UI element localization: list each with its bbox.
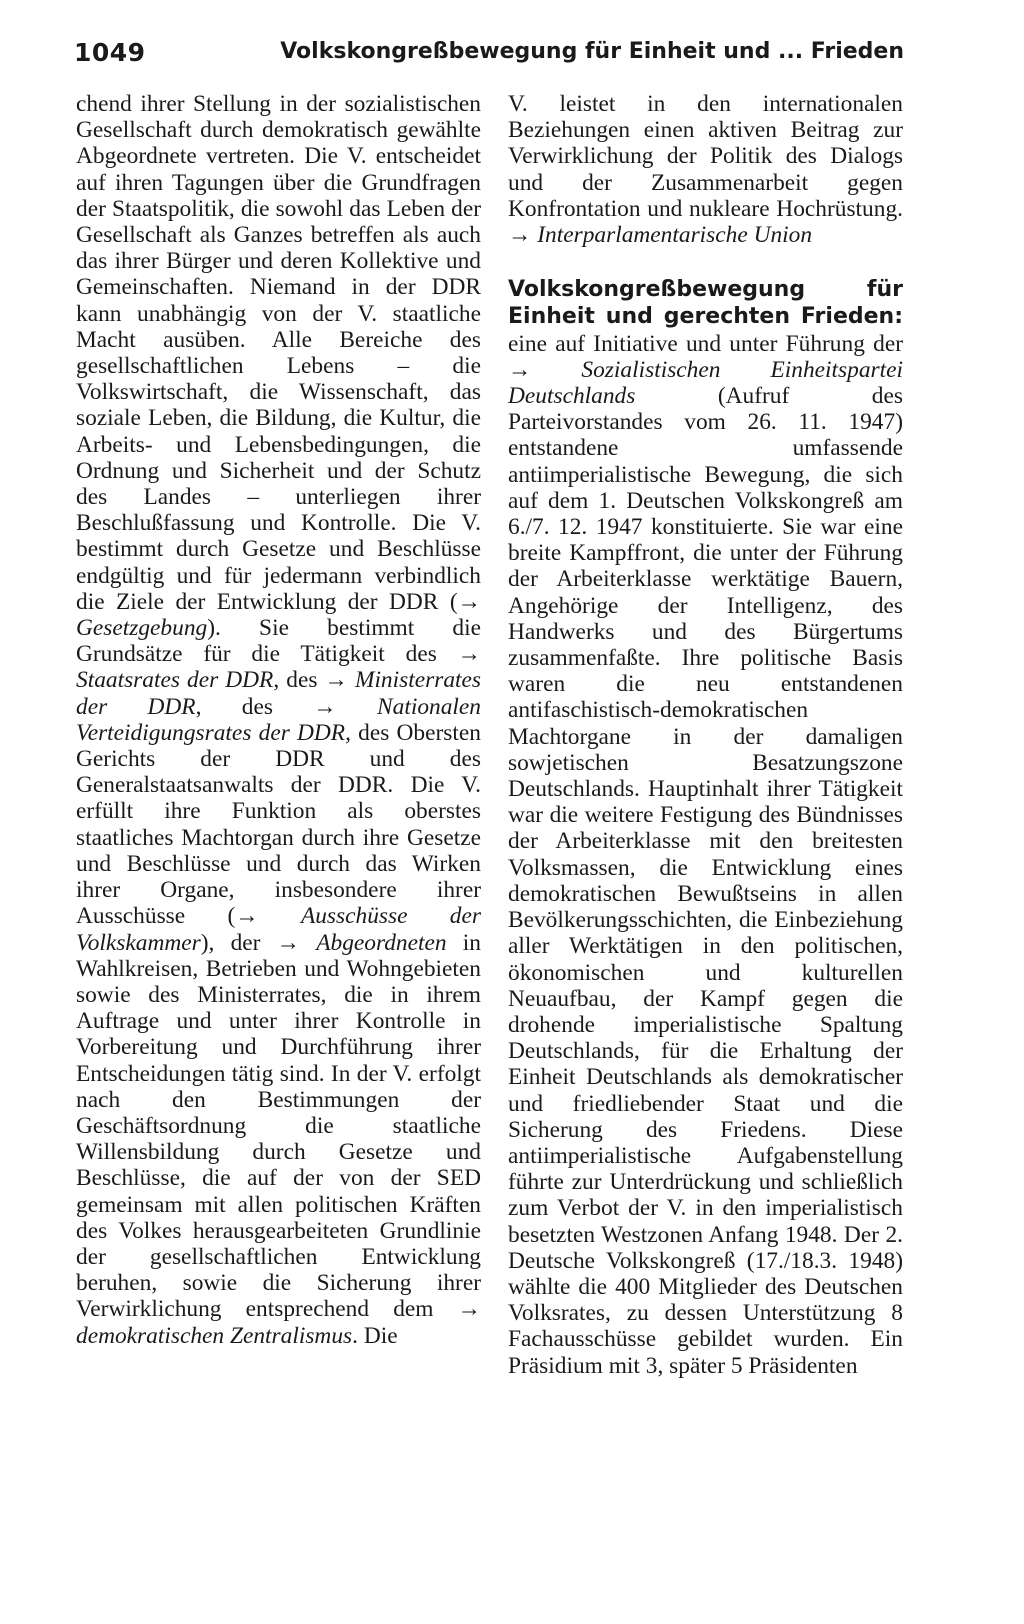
entry-paragraph <box>508 276 903 1379</box>
entry-headword: Volkskongreßbewegung für Einheit und gerechten Frieden: <box>508 277 903 330</box>
arrow-icon: → <box>313 693 337 720</box>
body-text: eine auf Initiative und unter Führung der <box>508 330 903 357</box>
arrow-icon: → <box>276 929 301 956</box>
body-text: in Wahlkreisen, Betrieben und Wohngebieten sowie des Ministerrates, die in ihrem Auftrage und unter ihrer Kontrolle in Vorbereitung und Durchführung ihrer Entscheidungen tätig sind. In der V. erfolgt nach den Bestimmungen der Geschäftsordnung die staatliche Willensbildung durch Gesetze und Beschlüsse, die auf der von der SED gemeinsam mit allen politischen Kräften des Volkes herausgearbeiteten Grundlinie der gesellschaftlichen Entwicklung beruhen, sowie die Sicherung ihrer Verwirklichung entsprechend dem <box>76 929 481 1323</box>
body-text: chend ihrer Stellung in der sozialistischen Gesellschaft durch demokratisch gewählte Abgeordnete vertreten. Die V. entscheidet auf ihren Tagungen über die Grundfragen der Staatspolitik, die sowohl das Leben der Gesellschaft als Ganzes betreffen als auch das ihrer Bürger und deren Kollektive und Gemeinschaften. Niemand in der DDR kann unabhängig von der V. staatliche Macht ausüben. Alle Bereiche des gesellschaftlichen Lebens – die Volkswirtschaft, die Wissenschaft, das soziale Leben, die Bildung, die Kultur, die Arbeits- und Lebensbedingungen, die Ordnung und Sicherheit und der Schutz des Landes – unterliegen ihrer Beschlußfassung und Kontrolle. Die V. bestimmt durch Gesetze und Beschlüsse endgültig und für jedermann verbindlich die Ziele der Entwicklung der DDR ( <box>76 91 481 615</box>
cross-reference: Staatsrates der DDR <box>76 667 274 694</box>
left-column <box>76 91 481 1349</box>
cross-reference: Ausschüsse der Volkskammer <box>76 903 481 956</box>
cross-reference: Interparlamentarische Union <box>537 222 813 249</box>
arrow-icon: → <box>508 222 532 249</box>
body-text: ), der <box>200 929 277 956</box>
arrow-icon: → <box>508 356 532 383</box>
cross-reference: Gesetzgebung <box>76 615 208 642</box>
running-head: Volkskongreßbewegung für Einheit und ... Frieden <box>280 39 904 64</box>
entry-spacer <box>508 248 903 276</box>
cross-reference: Ministerrates der DDR <box>76 667 481 720</box>
arrow-icon: → <box>235 903 259 930</box>
cross-reference: Nationalen Verteidigungsrates der DDR <box>76 693 481 746</box>
cross-reference: demokratischen Zentralismus <box>76 1322 353 1349</box>
right-column <box>508 91 903 1379</box>
arrow-icon: → <box>324 667 348 694</box>
body-text: . Die <box>352 1322 398 1349</box>
body-text: , des <box>195 693 314 720</box>
body-text: , des <box>273 667 325 694</box>
page-header <box>74 36 904 76</box>
body-text: , des Obersten Gerichts der DDR und des Generalstaatsanwalts der DDR. Die V. erfüllt ihre Funktion als oberstes staatliches Machtorgan durch ihre Gesetze und Beschlüsse und durch das Wirken ihrer Organe, insbesondere ihrer Ausschüsse ( <box>76 719 481 930</box>
body-text: (Aufruf des Parteivorstandes vom 26. 11. 1947) entstandene umfassende antiimperialistische Bewegung, die sich auf dem 1. Deutschen Volkskongreß am 6./7. 12. 1947 konstituierte. Sie war eine breite Kampffront, die unter der Führung der Arbeiterklasse werktätige Bauern, Angehörige der Intelligenz, des Handwerks und des Bürgertums zusammenfaßte. Ihre politische Basis waren die neu entstandenen antifaschistisch-demokratischen Machtorgane in der damaligen sowjetischen Besatzungszone Deutschlands. Hauptinhalt ihrer Tätigkeit war die weitere Festigung des Bündnisses der Arbeiterklasse mit den breitesten Volksmassen, die Entwicklung eines demokratischen Bewußtseins in allen Bevölkerungsschichten, die Einbeziehung aller Werktätigen in den politischen, ökonomischen und kulturellen Neuaufbau, der Kampf gegen die drohende imperialistische Spaltung Deutschlands, für die Erhaltung der Einheit Deutschlands als demokratischer und friedliebender Staat und die Sicherung des Friedens. Diese antiimperialistische Aufgabenstellung führte zur Unterdrückung und schließlich zum Verbot der V. in den imperialistisch besetzten Westzonen Anfang 1948. Der 2. Deutsche Volkskongreß (17./18.3. 1948) wählte die 400 Mitglieder des Deutschen Volksrates, zu dessen Unterstützung 8 Fachausschüsse gebildet wurden. Ein Präsidium mit 3, später 5 Präsidenten <box>508 383 903 1379</box>
cross-reference: Abgeordneten <box>316 929 447 956</box>
arrow-icon: → <box>457 588 481 615</box>
body-text: ). Sie bestimmt die Grundsätze für die Tätigkeit des <box>76 615 481 668</box>
arrow-icon: → <box>457 1296 481 1323</box>
page-number: 1049 <box>74 38 146 67</box>
right-paragraph-continued <box>508 91 903 248</box>
body-text: V. leistet in den internationalen Beziehungen einen aktiven Beitrag zur Verwirklichung der Politik des Dialogs und der Zusammenarbeit gegen Konfrontation und nukleare Hochrüstung. <box>508 91 903 222</box>
cross-reference: Sozialistischen Einheitspartei Deutschlands <box>508 356 903 410</box>
left-paragraph <box>76 91 481 1349</box>
arrow-icon: → <box>457 641 481 668</box>
